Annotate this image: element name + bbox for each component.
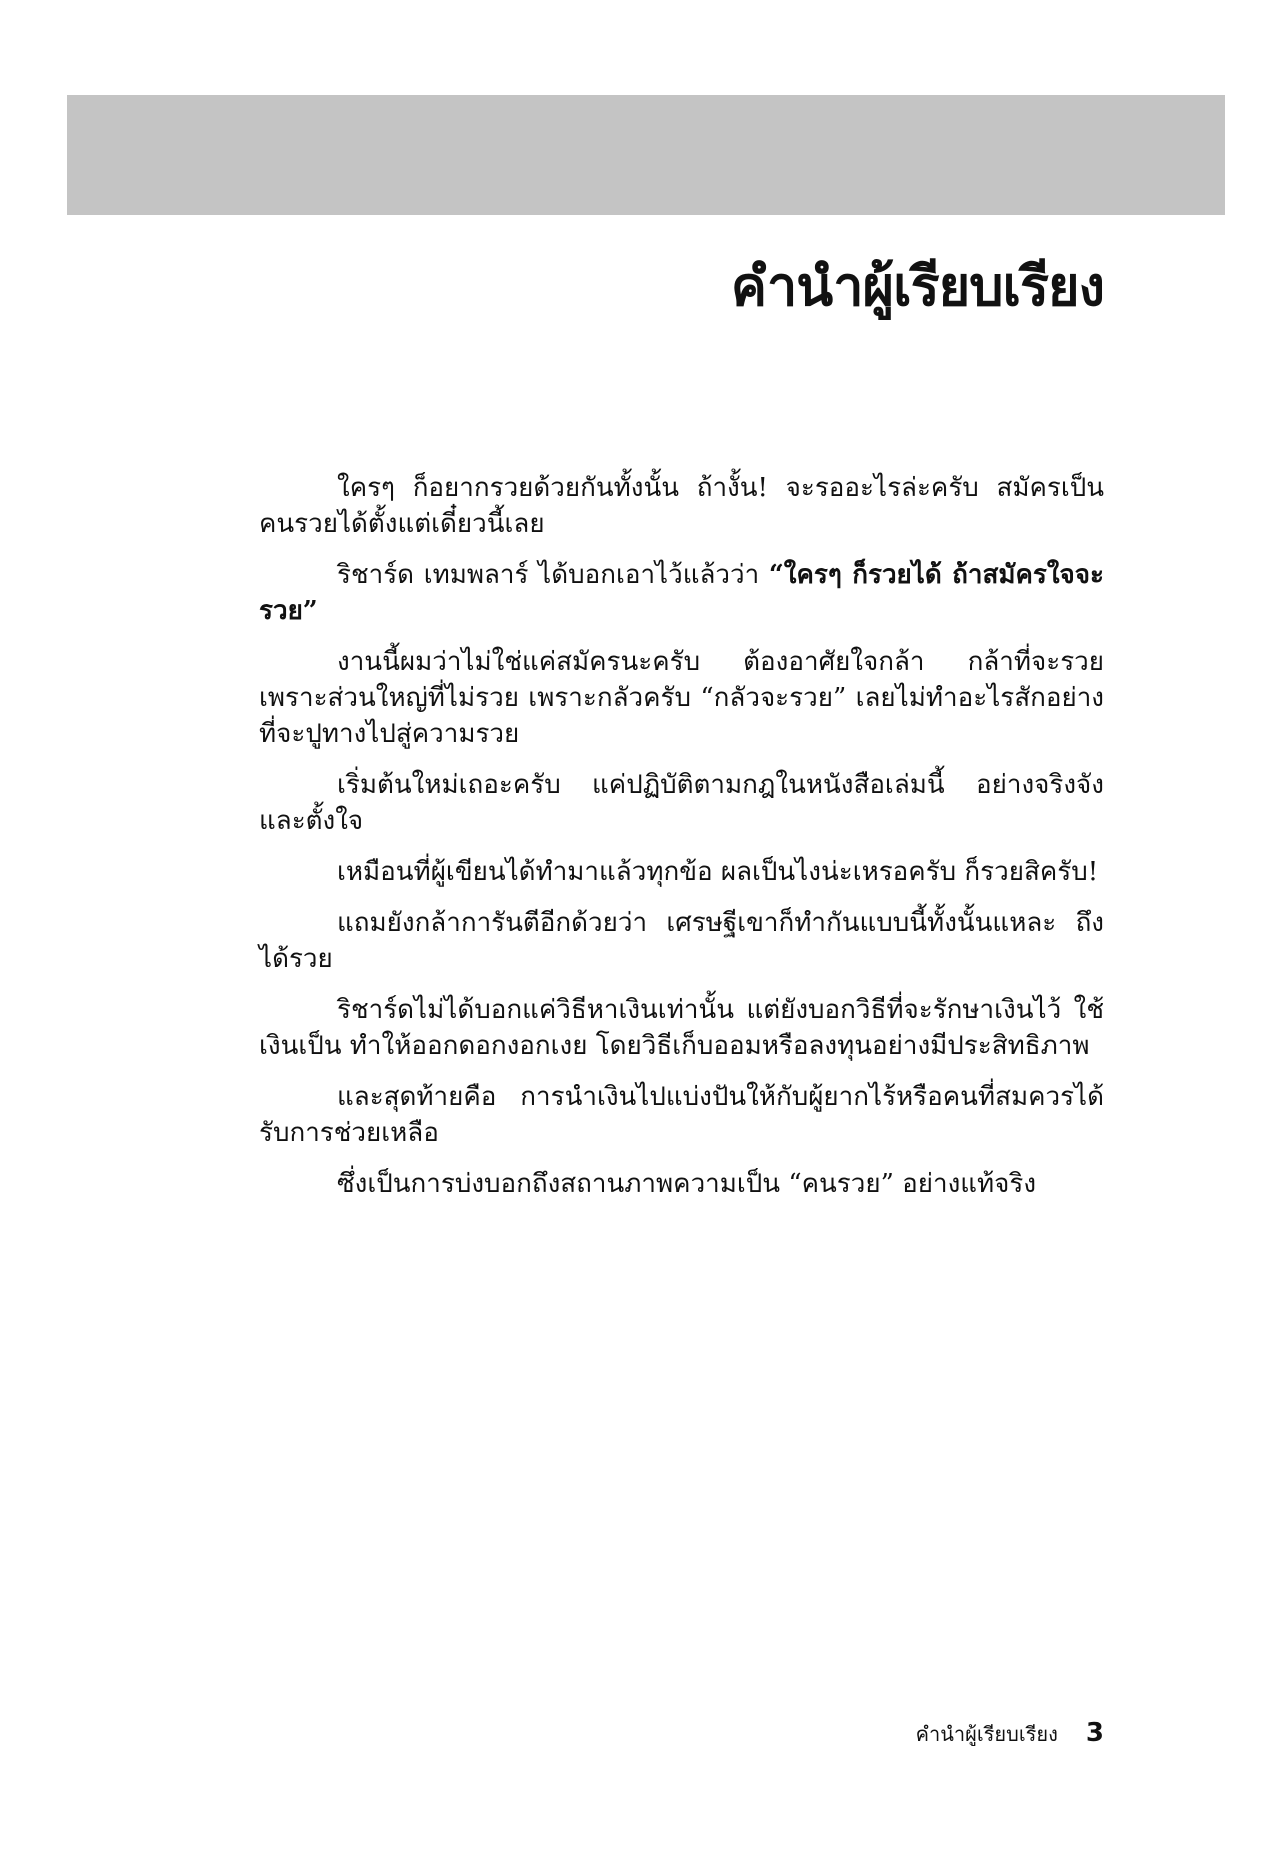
paragraph: แถมยังกล้าการันตีอีกด้วยว่า เศรษฐีเขาก็ทำกันแบบนี้ทั้งนั้นแหละ ถึงได้รวย (259, 908, 1104, 974)
header-band (67, 95, 1225, 215)
bold-quote: “ใครๆ ก็รวยได้ ถ้าสมัครใจจะรวย” (259, 560, 1104, 626)
paragraph-lead: ริชาร์ด เทมพลาร์ ได้บอกเอาไว้แล้วว่า (337, 560, 769, 590)
page-title: คำนำผู้เรียบเรียง (730, 255, 1104, 318)
paragraph: ซึ่งเป็นการบ่งบอกถึงสถานภาพความเป็น “คนรวย” อย่างแท้จริง (337, 1169, 1037, 1199)
paragraph: ริชาร์ดไม่ได้บอกแค่วิธีหาเงินเท่านั้น แต่ยังบอกวิธีที่จะรักษาเงินไว้ ใช้เงินเป็น ทำให้ออกดอกงอกเงย โดยวิธีเก็บออมหรือลงทุนอย่างมีประสิทธิภาพ (259, 995, 1104, 1061)
paragraph: เริ่มต้นใหม่เถอะครับ แค่ปฏิบัติตามกฎในหนังสือเล่มนี้ อย่างจริงจังและตั้งใจ (259, 770, 1104, 836)
body-text (259, 470, 1104, 1217)
paragraph: และสุดท้ายคือ การนำเงินไปแบ่งปันให้กับผู้ยากไร้หรือคนที่สมควรได้รับการช่วยเหลือ (259, 1082, 1104, 1148)
paragraph-quote (259, 557, 1104, 629)
page-number: 3 (1085, 1718, 1104, 1748)
paragraph: งานนี้ผมว่าไม่ใช่แค่สมัครนะครับ ต้องอาศัยใจกล้า กล้าที่จะรวย เพราะส่วนใหญ่ที่ไม่รวย เพราะกลัวครับ “กลัวจะรวย” เลยไม่ทำอะไรสักอย่างที่จะปูทางไปสู่ความรวย (259, 647, 1104, 749)
footer-title: คำนำผู้เรียบเรียง (915, 1722, 1058, 1746)
page-footer (916, 1718, 1104, 1750)
paragraph: ใครๆ ก็อยากรวยด้วยกันทั้งนั้น ถ้างั้น! จะรออะไรล่ะครับ สมัครเป็นคนรวยได้ตั้งแต่เดี๋ยวนี้เลย (259, 473, 1104, 539)
paragraph: เหมือนที่ผู้เขียนได้ทำมาแล้วทุกข้อ ผลเป็นไงน่ะเหรอครับ ก็รวยสิครับ! (337, 857, 1099, 887)
